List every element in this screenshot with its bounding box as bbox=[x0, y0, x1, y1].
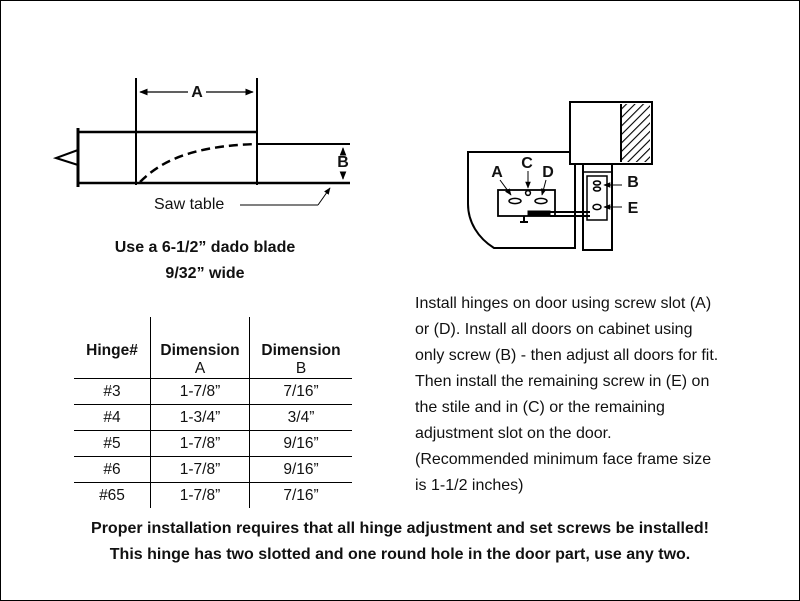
header-dimension-b: Dimension bbox=[250, 317, 353, 359]
installation-instructions bbox=[415, 291, 785, 499]
dado-diagram bbox=[56, 78, 350, 205]
header-sub-b: B bbox=[250, 359, 353, 379]
cell-dim-b: 7/16” bbox=[250, 483, 353, 509]
footer-line2: This hinge has two slotted and one round hole in the door part, use any two. bbox=[109, 546, 691, 563]
table-row bbox=[74, 431, 352, 457]
stile-hinge-plate bbox=[587, 176, 607, 220]
hinge-table bbox=[74, 317, 354, 508]
break-mark bbox=[56, 150, 78, 165]
dim-b-label: B bbox=[337, 154, 349, 171]
cell-hinge: #3 bbox=[74, 379, 151, 405]
hinge-knuckle bbox=[528, 211, 550, 216]
instruction-line: only screw (B) - then adjust all doors for fit. bbox=[415, 347, 719, 364]
cell-dim-b: 7/16” bbox=[250, 379, 353, 405]
table-row bbox=[74, 379, 352, 405]
label-d: D bbox=[542, 164, 554, 181]
table-row bbox=[74, 457, 352, 483]
cabinet-hatch bbox=[622, 104, 650, 162]
instruction-line: Install hinges on door using screw slot (A) bbox=[415, 295, 712, 312]
blade-note-line1: Use a 6-1/2” dado blade bbox=[114, 239, 296, 256]
table-row bbox=[74, 483, 352, 509]
cell-dim-a: 1-7/8” bbox=[151, 457, 250, 483]
header-sub-a: A bbox=[151, 359, 250, 379]
instruction-line: or (D). Install all doors on cabinet using bbox=[415, 321, 693, 338]
instruction-line: adjustment slot on the door. bbox=[415, 425, 612, 442]
header-dimension-a: Dimension bbox=[151, 317, 250, 359]
cell-dim-b: 9/16” bbox=[250, 431, 353, 457]
blade-note-line2: 9/32” wide bbox=[165, 265, 245, 282]
instruction-line: is 1-1/2 inches) bbox=[415, 477, 524, 494]
saw-table-label: Saw table bbox=[154, 196, 225, 213]
cell-dim-a: 1-7/8” bbox=[151, 483, 250, 509]
cell-dim-a: 1-3/4” bbox=[151, 405, 250, 431]
footer-line1: Proper installation requires that all hinge adjustment and set screws be installed! bbox=[91, 520, 709, 537]
instruction-line: Then install the remaining screw in (E) on bbox=[415, 373, 710, 390]
label-a: A bbox=[491, 164, 503, 181]
label-b: B bbox=[627, 174, 639, 191]
cell-dim-a: 1-7/8” bbox=[151, 431, 250, 457]
cell-hinge: #65 bbox=[99, 486, 125, 504]
header-hinge: Hinge# bbox=[86, 342, 138, 359]
cell-hinge: #6 bbox=[74, 457, 151, 483]
instruction-line: the stile and in (C) or the remaining bbox=[415, 399, 665, 416]
dim-a-label: A bbox=[191, 84, 203, 101]
label-e: E bbox=[627, 200, 639, 217]
saw-table-leader-arrow bbox=[318, 188, 330, 205]
table-row bbox=[74, 405, 352, 431]
cell-dim-b: 9/16” bbox=[250, 457, 353, 483]
blade-curve bbox=[140, 144, 257, 182]
cell-hinge: #4 bbox=[74, 405, 151, 431]
cell-dim-b: 3/4” bbox=[250, 405, 353, 431]
instruction-line: (Recommended minimum face frame size bbox=[415, 451, 712, 468]
cell-hinge: #5 bbox=[74, 431, 151, 457]
cell-dim-a: 1-7/8” bbox=[151, 379, 250, 405]
label-c: C bbox=[521, 155, 533, 172]
